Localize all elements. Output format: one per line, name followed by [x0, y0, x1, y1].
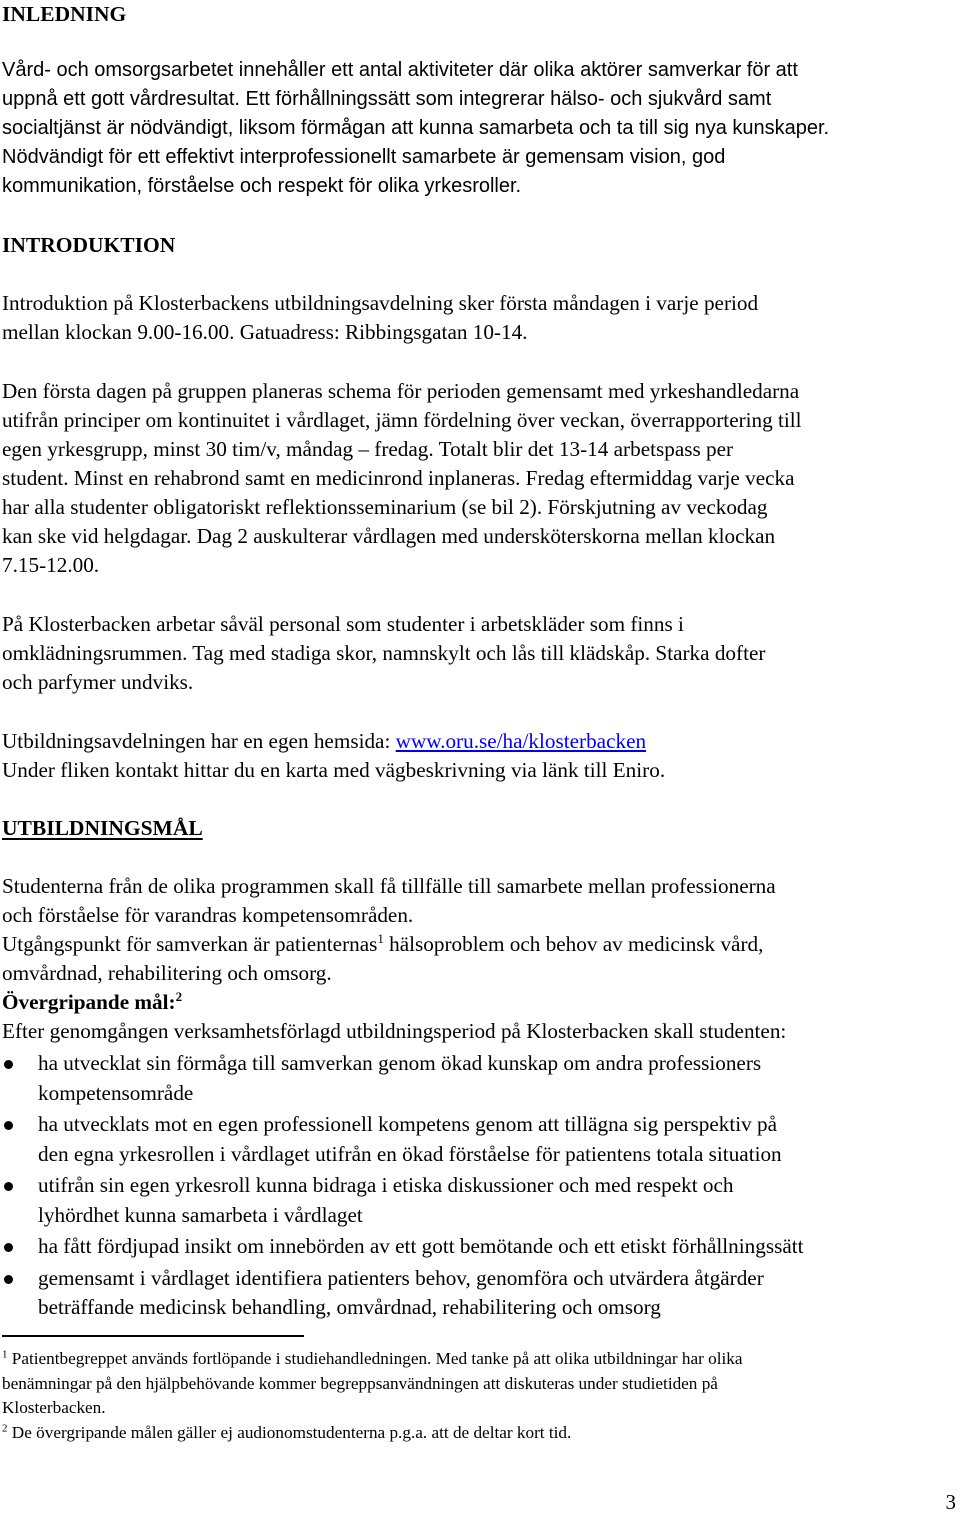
website-label: Utbildningsavdelningen har en egen hemsida:: [2, 729, 396, 753]
text-line: och parfymer undviks.: [2, 670, 194, 694]
paragraph-introduktion-2: [2, 377, 958, 580]
text-line: Vård- och omsorgsarbetet innehåller ett antal aktiviteter där olika aktörer samverkar för att: [2, 59, 798, 81]
text-line: lyhördhet kunna samarbeta i vårdlaget: [38, 1202, 363, 1227]
footnote-1: [2, 1347, 958, 1421]
text-segment: Patientbegreppet används fortlöpande i studiehandledningen. Med tanke på att olika utbildningar har olika: [11, 1349, 743, 1368]
text-segment: Utgångspunkt för samverkan är patienternas: [2, 932, 378, 956]
text-line: den egna yrkesrollen i vårdlaget utifrån en ökad förståelse för patientens totala situation: [38, 1141, 782, 1166]
website-link[interactable]: www.oru.se/ha/klosterbacken: [395, 729, 647, 753]
footnote-ref-2: 2: [175, 988, 183, 1004]
bullet-icon: [4, 1182, 13, 1191]
footnotes: [2, 1347, 958, 1445]
list-item: [0, 1049, 958, 1108]
text-line: Introduktion på Klosterbackens utbildningsavdelning sker första måndagen i varje period: [2, 291, 759, 315]
footnote-ref-1: 1: [377, 930, 384, 946]
text-line: ha utvecklat sin förmåga till samverkan genom ökad kunskap om andra professioners: [38, 1051, 762, 1075]
text-line: [2, 1421, 958, 1446]
text-line: student. Minst en rehabrond samt en medicinrond inplaneras. Fredag eftermiddag varje vecka: [2, 466, 795, 490]
paragraph-introduktion-3: [2, 610, 958, 697]
text-line: Nödvändigt för ett effektivt interprofessionellt samarbete är gemensam vision, god: [2, 146, 726, 168]
text-line: mellan klockan 9.00-16.00. Gatuadress: Ribbingsgatan 10-14.: [2, 320, 528, 344]
heading-introduktion: INTRODUKTION: [2, 233, 176, 257]
list-item: [0, 1171, 958, 1230]
footnote-2: [2, 1421, 958, 1446]
list-item: [0, 1232, 958, 1262]
heading-inledning: INLEDNING: [2, 2, 127, 26]
text-line: [2, 727, 958, 756]
text-line: har alla studenter obligatoriskt reflektionsseminarium (se bil 2). Förskjutning av veckodag: [2, 495, 768, 519]
bullet-icon: [4, 1121, 13, 1130]
text-line: omklädningsrummen. Tag med stadiga skor, namnskylt och lås till klädskåp. Starka dofter: [2, 641, 766, 665]
list-item: [0, 1264, 958, 1323]
text-line: kompetensområde: [38, 1080, 194, 1105]
text-line: kommunikation, förståelse och respekt för olika yrkesroller.: [2, 175, 522, 197]
goals-list: [0, 1049, 958, 1325]
text-line: [2, 988, 958, 1017]
text-line: och förståelse för varandras kompetensområden.: [2, 903, 414, 927]
text-line: utifrån sin egen yrkesroll kunna bidraga i etiska diskussioner och med respekt och: [38, 1173, 734, 1197]
text-line: uppnå ett gott vårdresultat. Ett förhållningssätt som integrerar hälso- och sjukvård samt: [2, 88, 772, 110]
bullet-icon: [4, 1243, 13, 1252]
text-line: [2, 930, 958, 959]
bullet-icon: [4, 1275, 13, 1284]
bullet-icon: [4, 1060, 13, 1069]
text-line: ha utvecklats mot en egen professionell kompetens genom att tillägna sig perspektiv på: [38, 1112, 778, 1136]
text-line: gemensamt i vårdlaget identifiera patienters behov, genomföra och utvärdera åtgärder: [38, 1265, 764, 1290]
footnote-separator: [2, 1335, 304, 1337]
text-line: Efter genomgången verksamhetsförlagd utbildningsperiod på Klosterbacken skall studenten:: [2, 1019, 787, 1043]
text-line: Den första dagen på gruppen planeras schema för perioden gemensamt med yrkeshandledarna: [2, 379, 800, 403]
paragraph-utbildningsmal-1: [2, 872, 958, 930]
text-line: egen yrkesgrupp, minst 30 tim/v, måndag – fredag. Totalt blir det 13-14 arbetspass per: [2, 437, 734, 461]
heading-utbildningsmal: UTBILDNINGSMÅL: [2, 816, 203, 840]
paragraph-utbildningsmal-2: [2, 930, 958, 988]
footnote-marker: 1: [2, 1348, 8, 1361]
paragraph-inledning: [2, 56, 958, 201]
text-line: Under fliken kontakt hittar du en karta med vägbeskrivning via länk till Eniro.: [2, 758, 666, 782]
paragraph-overgripande: [2, 988, 958, 1046]
text-line: ha fått fördjupad insikt om innebörden av ett gott bemötande och ett etiskt förhållningssätt: [38, 1234, 804, 1258]
paragraph-introduktion-1: [2, 289, 958, 347]
footnote-marker: 2: [2, 1421, 8, 1434]
text-line: [2, 1347, 958, 1372]
text-line: På Klosterbacken arbetar såväl personal som studenter i arbetskläder som finns i: [2, 612, 684, 636]
text-line: Klosterbacken.: [2, 1398, 106, 1417]
paragraph-introduktion-4: [2, 727, 958, 785]
text-line: beträffande medicinsk behandling, omvårdnad, rehabilitering och omsorg: [38, 1295, 661, 1319]
text-line: utifrån principer om kontinuitet i vårdlaget, jämn fördelning över veckan, överrapportering till: [2, 408, 802, 432]
text-segment: hälsoproblem och behov av medicinsk vård,: [383, 932, 764, 956]
text-line: Studenterna från de olika programmen skall få tillfälle till samarbete mellan professionerna: [2, 874, 776, 898]
text-line: socialtjänst är nödvändigt, liksom förmågan att kunna samarbeta och ta till sig nya kunskaper.: [2, 117, 830, 139]
overgripande-label: Övergripande mål:: [2, 990, 176, 1014]
text-line: omvårdnad, rehabilitering och omsorg.: [2, 961, 332, 985]
text-line: benämningar på den hjälpbehövande kommer begreppsanvändningen att diskuteras under studietiden på: [2, 1373, 718, 1393]
page-number: 3: [945, 1490, 956, 1514]
list-item: [0, 1110, 958, 1169]
text-line: kan ske vid helgdagar. Dag 2 auskulterar vårdlagen med undersköterskorna mellan klockan: [2, 524, 776, 548]
text-segment: De övergripande målen gäller ej audionomstudenterna p.g.a. att de deltar kort tid.: [11, 1422, 572, 1442]
text-line: 7.15-12.00.: [2, 553, 100, 577]
